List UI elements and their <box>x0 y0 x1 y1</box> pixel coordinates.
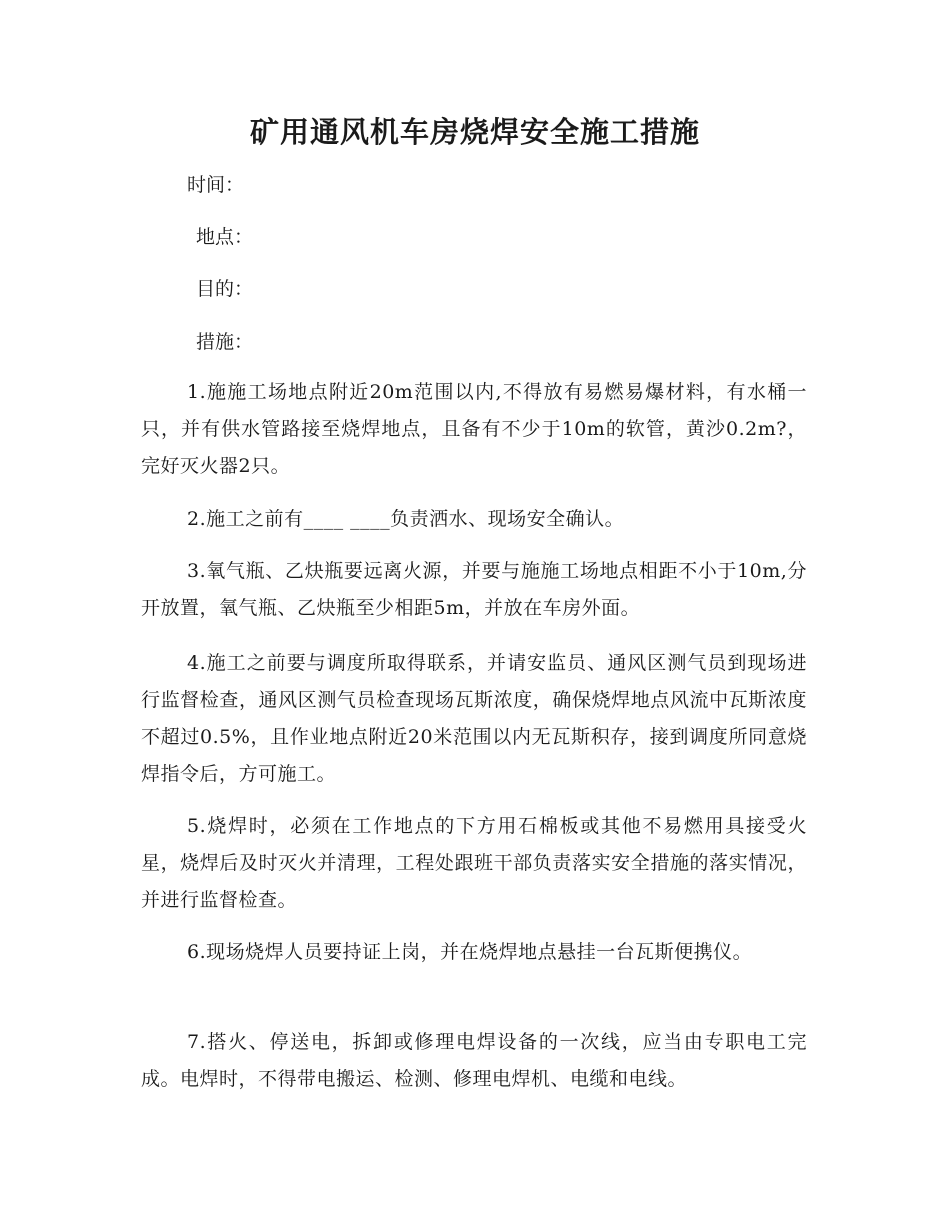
field-measures-label: 措施： <box>196 331 254 353</box>
measure-item-7: 7.搭火、停送电，拆卸或修理电焊设备的一次线，应当由专职电工完成。电焊时，不得带电搬运、检测、修理电焊机、电缆和电线。 <box>141 1031 807 1090</box>
measure-item-3: 3.氧气瓶、乙炔瓶要远离火源，并要与施施工场地点相距不小于10m,分开放置，氧气瓶、乙炔瓶至少相距5m，并放在车房外面。 <box>141 560 807 619</box>
measure-item-1: 1.施施工场地点附近20m范围以内,不得放有易燃易爆材料，有水桶一只，并有供水管路接至烧焊地点，且备有不少于10m的软管，黄沙0.2m?，完好灭火器2只。 <box>141 381 807 477</box>
field-time-label: 时间： <box>187 174 245 196</box>
measure-item-2: 2.施工之前有____ ____负责洒水、现场安全确认。 <box>187 508 625 530</box>
measure-item-6: 6.现场烧焊人员要持证上岗，并在烧焊地点悬挂一台瓦斯便携仪。 <box>187 941 753 963</box>
document-title: 矿用通风机车房烧焊安全施工措施 <box>249 115 700 149</box>
field-purpose-label: 目的： <box>196 278 254 300</box>
field-location-label: 地点： <box>196 226 254 248</box>
measure-item-4: 4.施工之前要与调度所取得联系，并请安监员、通风区测气员到现场进行监督检查，通风区测气员检查现场瓦斯浓度，确保烧焊地点风流中瓦斯浓度不超过0.5%，且作业地点附近20米范围以内无瓦斯积存，接到调度所同意烧焊指令后，方可施工。 <box>141 652 807 785</box>
measure-item-5: 5.烧焊时，必须在工作地点的下方用石棉板或其他不易燃用具接受火星，烧焊后及时灭火并清理，工程处跟班干部负责落实安全措施的落实情况，并进行监督检查。 <box>141 815 807 911</box>
